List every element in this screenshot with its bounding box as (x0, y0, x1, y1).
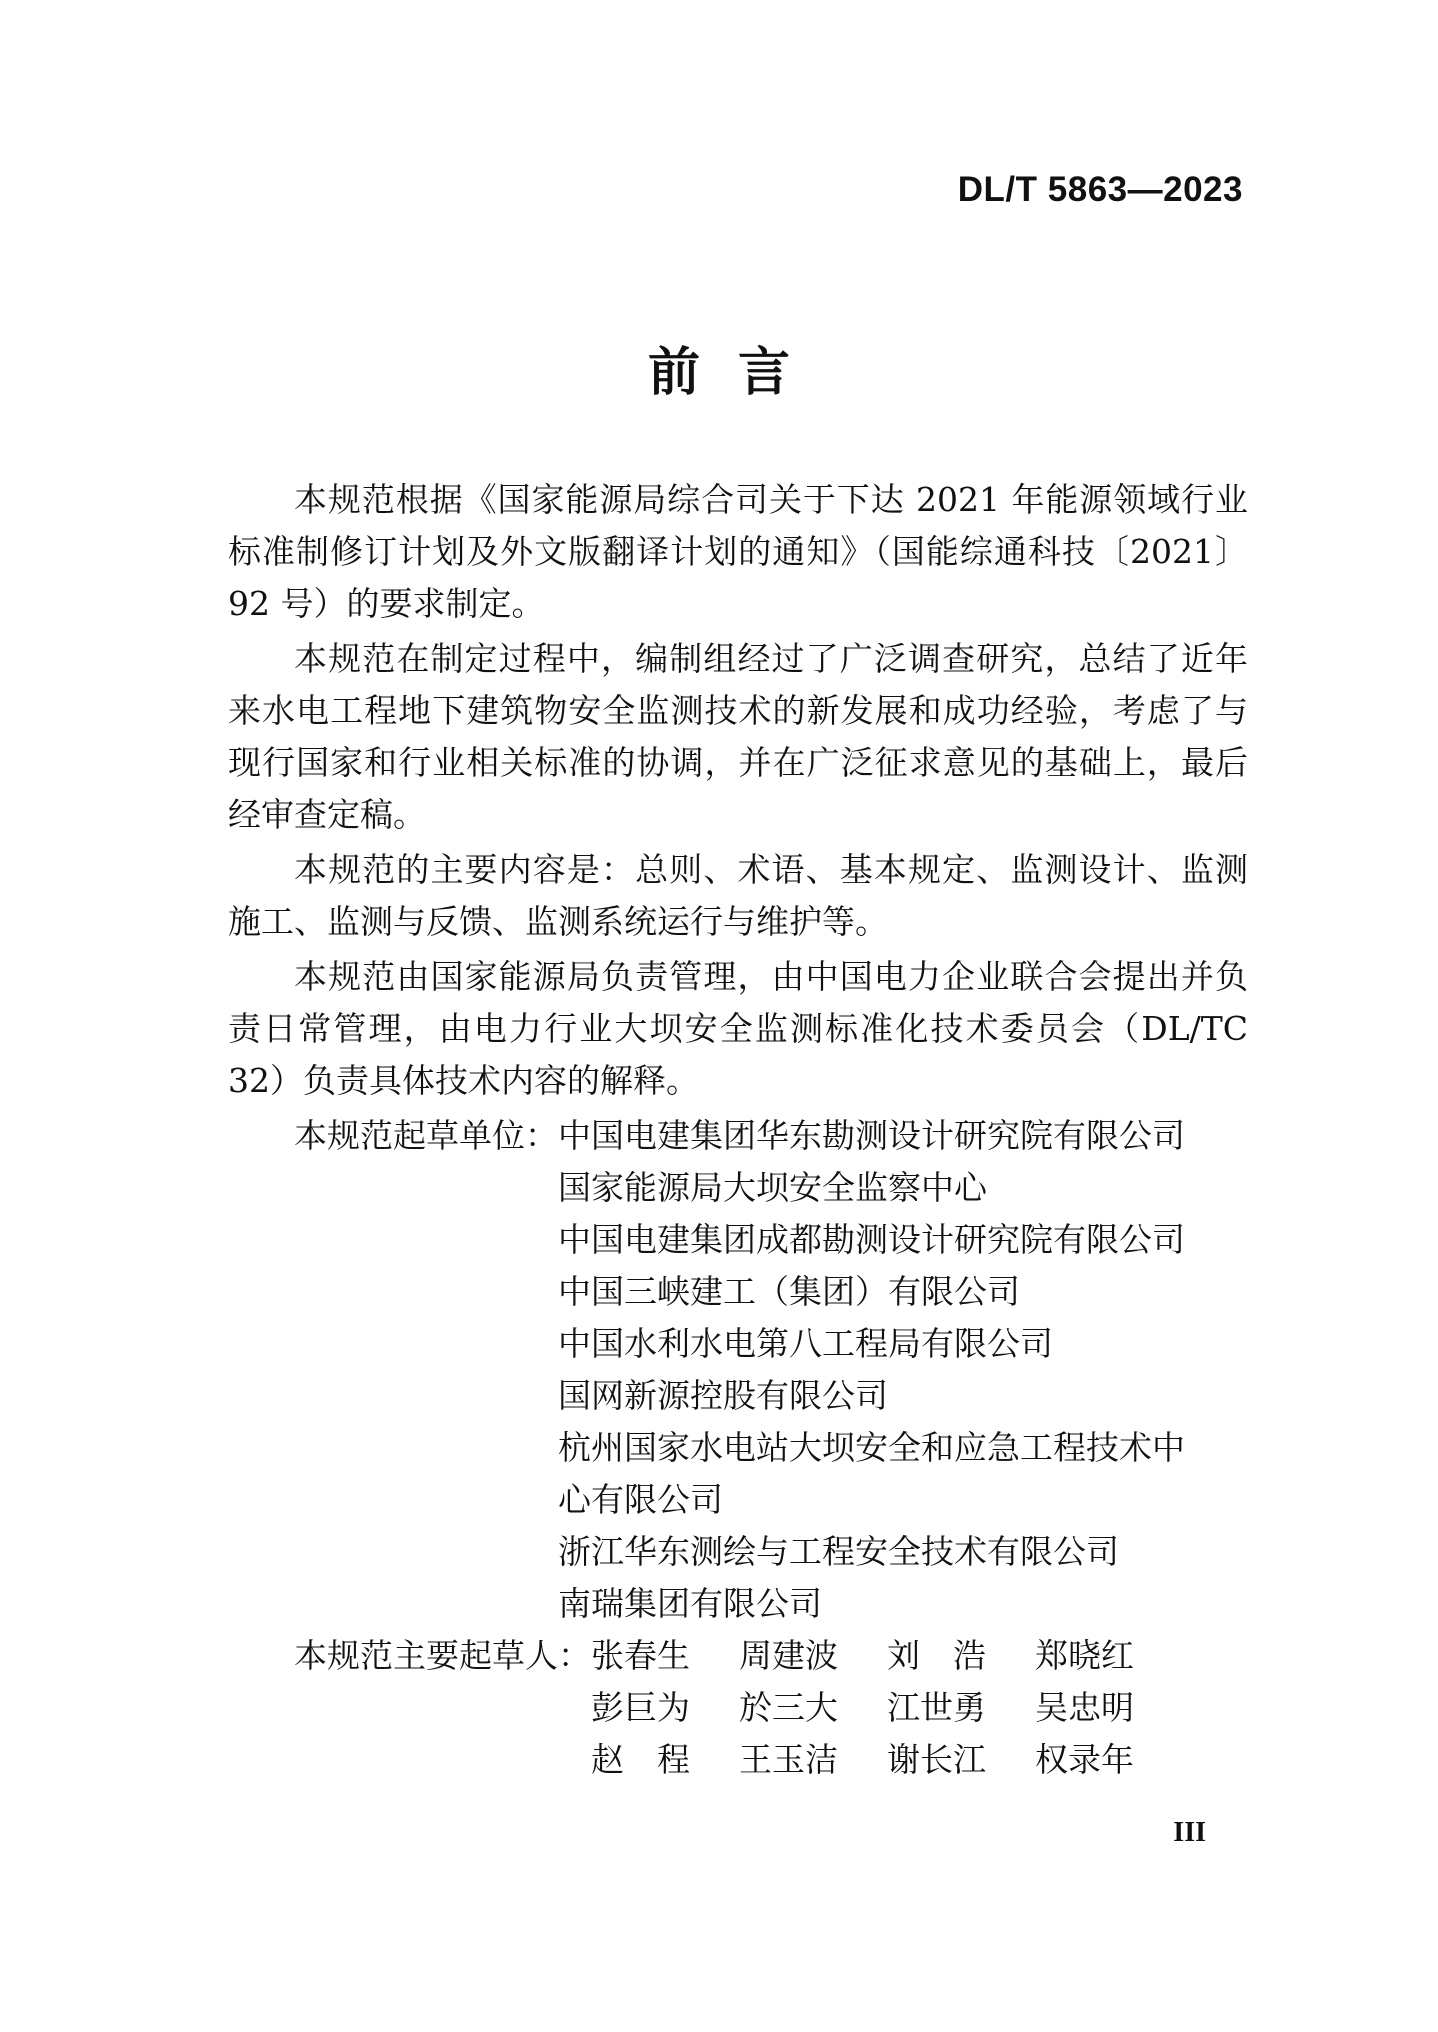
drafter-row (591, 1630, 1183, 1682)
page-number: III (1173, 1817, 1206, 1848)
drafting-unit: 中国电建集团成都勘测设计研究院有限公司 (558, 1220, 1185, 1259)
drafting-unit: 浙江华东测绘与工程安全技术有限公司 (558, 1532, 1119, 1571)
drafter-name: 张春生 (591, 1636, 690, 1675)
paragraph-3: 本规范的主要内容是：总则、术语、基本规定、监测设计、监测施工、监测与反馈、监测系统运行与维护等。 (228, 850, 1248, 941)
drafting-unit: 国网新源控股有限公司 (558, 1376, 888, 1415)
main-drafters-label: 本规范主要起草人： (294, 1636, 591, 1675)
drafting-unit: 中国电建集团华东勘测设计研究院有限公司 (558, 1116, 1185, 1155)
drafter-row (591, 1734, 1183, 1786)
drafter-name: 赵 程 (591, 1740, 690, 1779)
drafter-name: 周建波 (739, 1636, 838, 1675)
standard-code: DL/T 5863—2023 (957, 170, 1243, 209)
drafting-unit: 杭州国家水电站大坝安全和应急工程技术中心有限公司 (558, 1428, 1185, 1519)
drafting-units-label: 本规范起草单位： (294, 1116, 558, 1155)
drafting-unit: 南瑞集团有限公司 (558, 1584, 822, 1623)
drafter-name: 郑晓红 (1035, 1636, 1134, 1675)
drafter-name: 王玉洁 (739, 1740, 838, 1779)
drafting-unit: 中国三峡建工（集团）有限公司 (558, 1272, 1020, 1311)
drafting-units-section (228, 1110, 1248, 1630)
main-drafters-list (591, 1630, 1183, 1786)
drafter-row (591, 1682, 1183, 1734)
drafter-name: 江世勇 (887, 1688, 986, 1727)
drafter-name: 彭巨为 (591, 1688, 690, 1727)
drafter-name: 刘 浩 (887, 1636, 986, 1675)
drafter-name: 於三大 (739, 1688, 838, 1727)
drafting-unit: 中国水利水电第八工程局有限公司 (558, 1324, 1053, 1363)
foreword-body (228, 474, 1248, 1786)
paragraph-4: 本规范由国家能源局负责管理，由中国电力企业联合会提出并负责日常管理，由电力行业大坝安全监测标准化技术委员会（DL/TC 32）负责具体技术内容的解释。 (228, 957, 1248, 1100)
drafter-name: 吴忠明 (1035, 1688, 1134, 1727)
drafter-name: 权录年 (1035, 1740, 1134, 1779)
paragraph-2: 本规范在制定过程中，编制组经过了广泛调查研究，总结了近年来水电工程地下建筑物安全监测技术的新发展和成功经验，考虑了与现行国家和行业相关标准的协调，并在广泛征求意见的基础上，最后经审查定稿。 (228, 639, 1248, 834)
drafting-units-list (558, 1110, 1213, 1630)
paragraph-1: 本规范根据《国家能源局综合司关于下达 2021 年能源领域行业标准制修订计划及外文版翻译计划的通知》（国能综通科技〔2021〕92 号）的要求制定。 (228, 480, 1248, 623)
page-title: 前言 (647, 343, 828, 403)
main-drafters-section (228, 1630, 1248, 1786)
drafting-unit: 国家能源局大坝安全监察中心 (558, 1168, 987, 1207)
drafter-name: 谢长江 (887, 1740, 986, 1779)
